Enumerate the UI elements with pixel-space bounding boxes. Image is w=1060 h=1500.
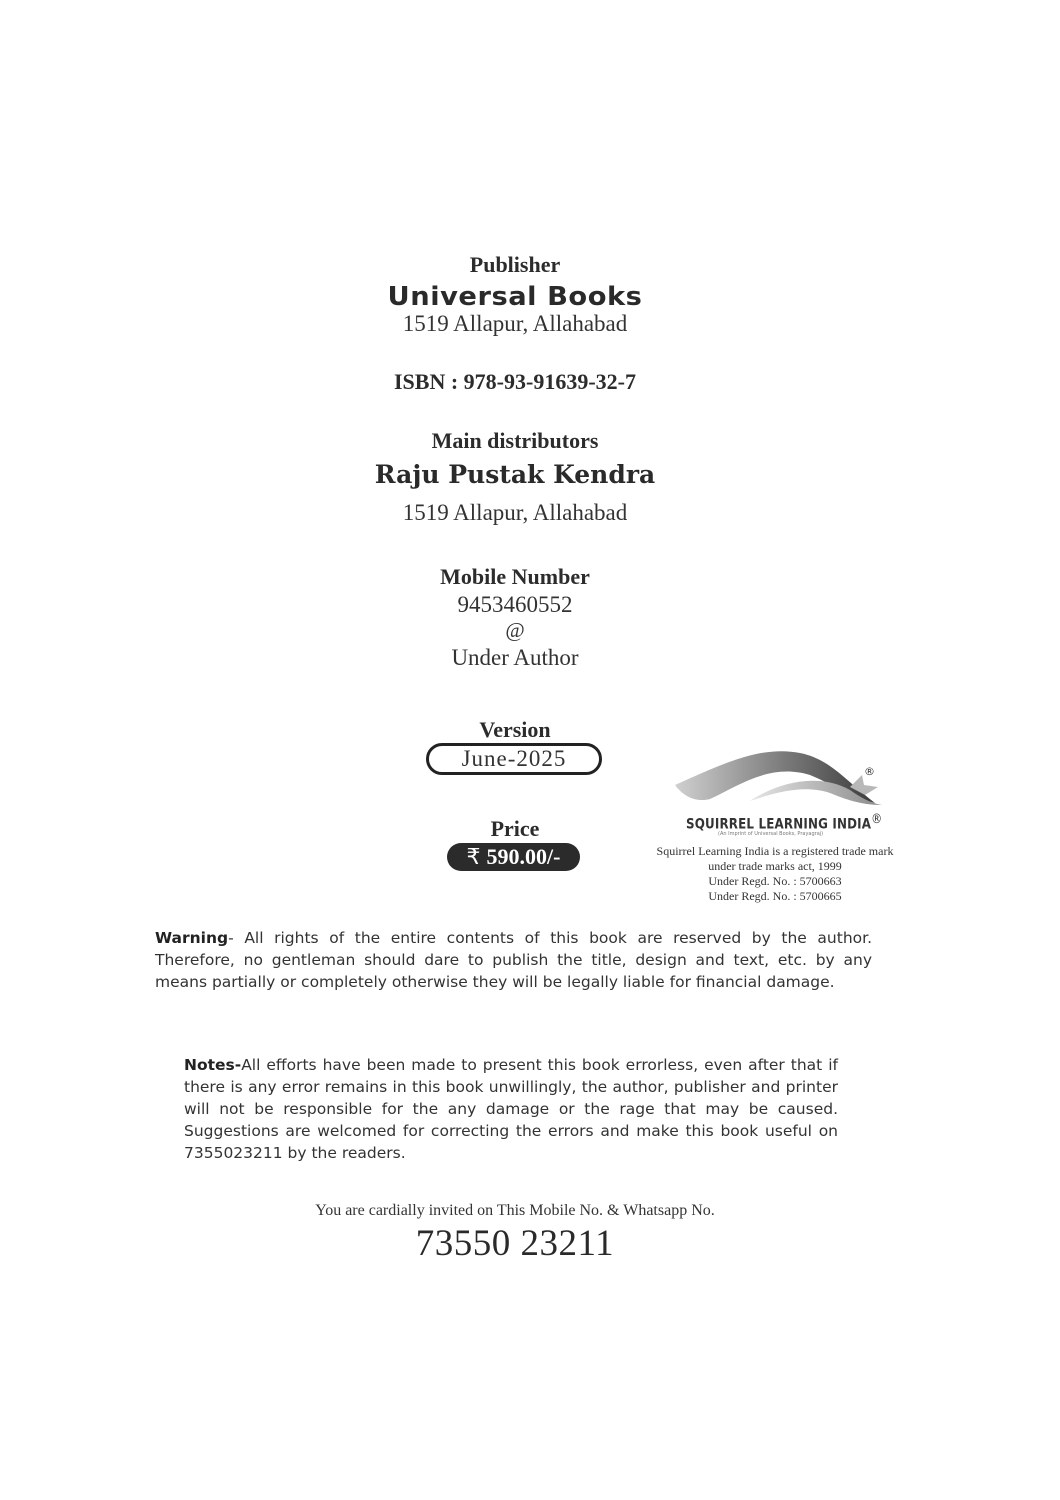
notes-heading: Notes- xyxy=(184,1056,242,1074)
warning-paragraph xyxy=(155,927,872,993)
svg-text:®: ® xyxy=(864,765,875,778)
warning-heading: Warning xyxy=(155,929,229,947)
registered-mark-icon: ® xyxy=(871,812,883,827)
mobile-number: 9453460552 xyxy=(457,592,573,617)
distributor-name: Raju Pustak Kendra xyxy=(374,460,656,489)
rights-holder: Under Author xyxy=(451,645,579,670)
trademark-line: under trade marks act, 1999 xyxy=(708,859,842,873)
publisher-address: 1519 Allapur, Allahabad xyxy=(402,311,628,336)
notes-text: All efforts have been made to present this book errorless, even after that if there is any error remains in this book unwillingly, the author, publisher and printer will not be responsible for the any damage or the rage that may be caused. Suggestions are welcomed for correcting the errors and make this book useful on 7355023211 by the readers. xyxy=(184,1056,838,1162)
squirrel-wave-logo-icon xyxy=(650,745,900,811)
price-badge xyxy=(447,843,580,871)
publisher-name: Universal Books xyxy=(387,282,643,312)
rupee-icon: ₹ xyxy=(466,845,481,870)
distributor-address: 1519 Allapur, Allahabad xyxy=(402,500,628,525)
trademark-line: Under Regd. No. : 5700663 xyxy=(708,874,842,888)
notes-paragraph xyxy=(184,1054,838,1164)
price-value: 590.00/- xyxy=(486,844,561,869)
trademark-notice xyxy=(640,844,910,904)
publisher-label: Publisher xyxy=(469,252,561,277)
warning-text: - All rights of the entire contents of this book are reserved by the author. Therefore, no gentleman should dare to publish the title, design and text, etc. by any means partially or completely otherwise they will be legally liable for financial damage. xyxy=(155,929,872,991)
version-badge: June-2025 xyxy=(426,743,602,775)
logo-subtitle: (An Imprint of Universal Books, Prayagraj) xyxy=(718,831,824,837)
trademark-line: Under Regd. No. : 5700665 xyxy=(708,889,842,903)
distributor-label: Main distributors xyxy=(431,428,599,453)
version-label: Version xyxy=(479,717,551,742)
copyright-symbol: @ xyxy=(505,618,525,642)
trademark-line: Squirrel Learning India is a registered trade mark xyxy=(656,844,894,858)
isbn: ISBN : 978-93-91639-32-7 xyxy=(394,369,636,394)
mobile-number-label: Mobile Number xyxy=(440,564,590,589)
whatsapp-number: 73550 23211 xyxy=(415,1223,615,1264)
invitation-text: You are cardially invited on This Mobile No. & Whatsapp No. xyxy=(315,1202,715,1219)
price-label: Price xyxy=(490,816,540,841)
logo-title: SQUIRREL LEARNING INDIA® xyxy=(686,812,883,833)
